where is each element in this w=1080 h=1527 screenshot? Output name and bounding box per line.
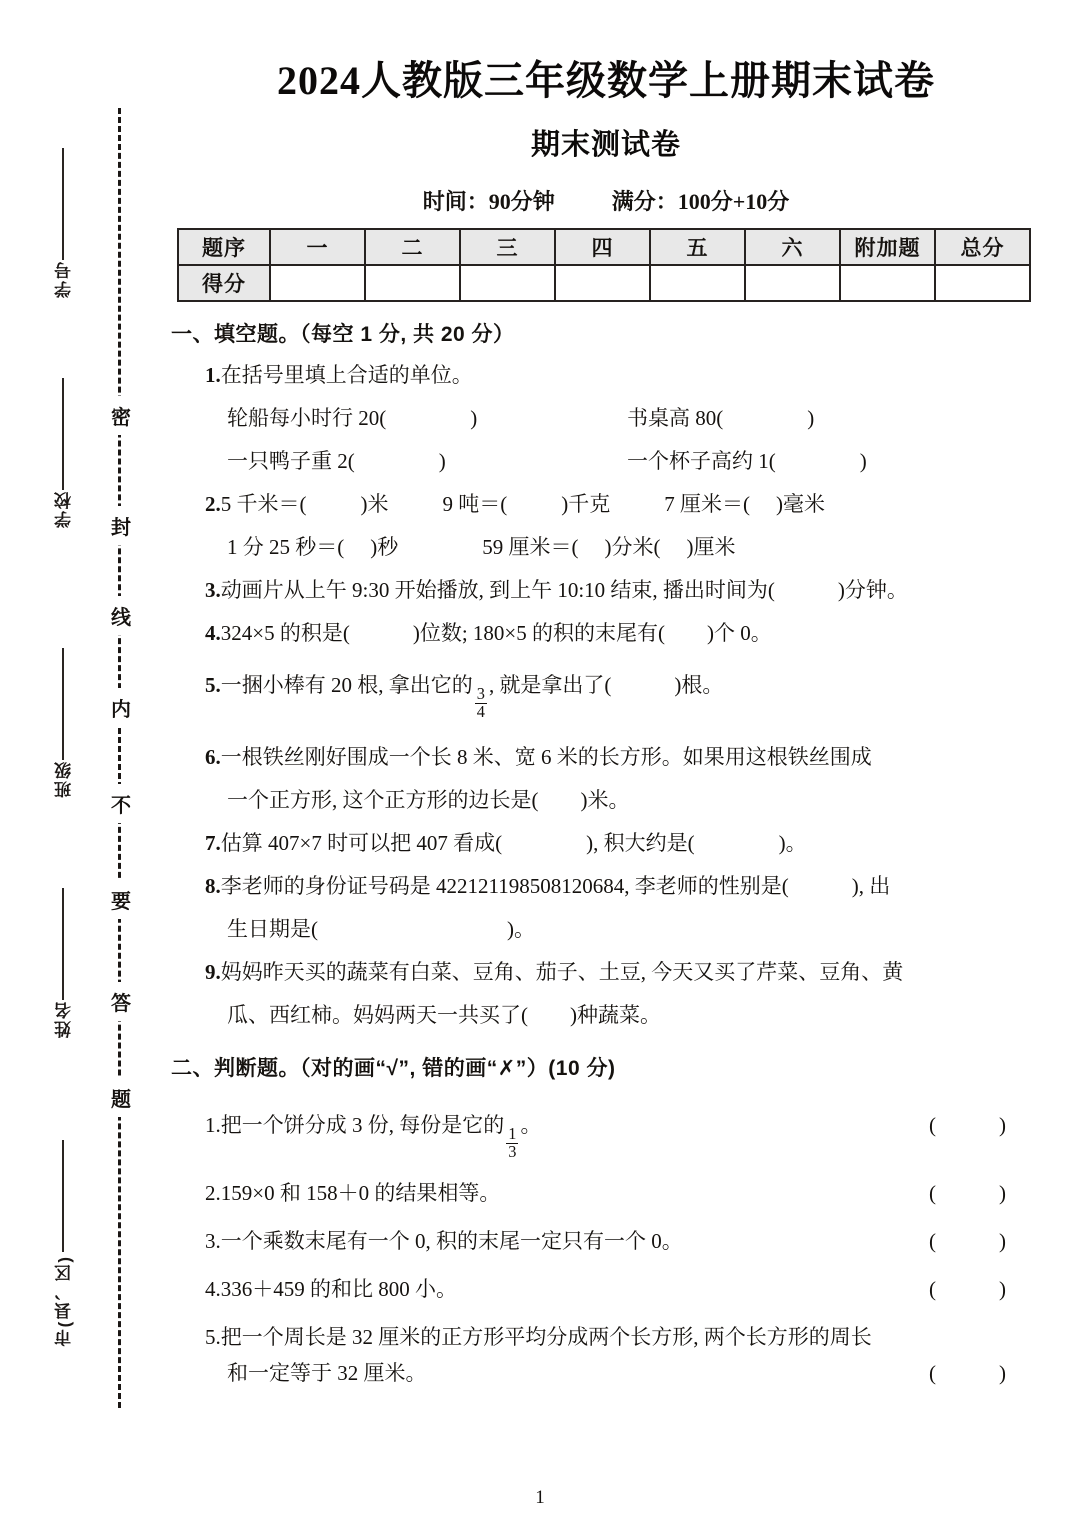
tf-question-2-body — [205, 1176, 929, 1210]
seal-dashed-line — [118, 108, 121, 1408]
tf-question-2-number: 2. — [205, 1181, 221, 1205]
tf-question-1-post: 。 — [520, 1113, 542, 1138]
tf-answer-box-2[interactable]: ( ) — [929, 1181, 1006, 1205]
seal-rule-3 — [62, 648, 64, 760]
tf-answer-box-4[interactable]: ( ) — [929, 1277, 1006, 1302]
question-2-number: 2. — [205, 492, 221, 517]
question-1-item-4-close: ) — [859, 449, 867, 474]
tf-question-1-fraction-denominator: 3 — [508, 1142, 517, 1162]
score-table — [177, 228, 1031, 302]
seal-rule-5 — [62, 1140, 64, 1252]
tf-answer-box-3[interactable]: ( ) — [929, 1229, 1006, 1254]
question-8-line-2 — [227, 912, 1041, 946]
seal-char-feng: 封 — [104, 506, 138, 545]
score-cell-3[interactable] — [460, 265, 555, 301]
question-1-item-3-close: ) — [438, 449, 446, 474]
seal-char-da: 答 — [104, 982, 138, 1021]
question-2-a-pre: 5 千米＝( — [220, 492, 307, 517]
question-1-item-1 — [227, 401, 627, 435]
tf-question-3-number: 3. — [205, 1229, 221, 1254]
seal-label-student-id: 学号 — [55, 260, 74, 298]
seal-char-bu: 不 — [104, 784, 138, 823]
question-1-number: 1. — [205, 363, 221, 387]
tf-question-5-text-line-1: 把一个周长是 32 厘米的正方形平均分成两个长方形, 两个长方形的周长 — [220, 1325, 872, 1350]
tf-question-1-body — [205, 1108, 929, 1162]
question-8-line-1 — [205, 869, 1041, 903]
tf-question-3-text: 一个乘数末尾有一个 0, 积的末尾一定只有一个 0。 — [220, 1229, 683, 1254]
question-5-post: , 就是拿出了( )根。 — [488, 673, 724, 698]
question-1-item-1-text: 轮船每小时行 20( — [227, 406, 387, 431]
section-2-heading: 二、判断题。（对的画“√”, 错的画“✗”）(10 分) — [171, 1057, 616, 1081]
score-col-total: 总分 — [935, 229, 1030, 265]
question-9-line-1 — [205, 955, 1041, 989]
tf-question-1 — [205, 1108, 1041, 1162]
score-col-5: 五 — [650, 229, 745, 265]
seal-char-xian: 线 — [104, 596, 138, 635]
tf-question-1-pre: 把一个饼分成 3 份, 每份是它的 — [220, 1113, 505, 1138]
section-1-heading: 一、填空题。（每空 1 分, 共 20 分） — [171, 323, 515, 346]
question-7-text: 估算 407×7 时可以把 407 看成( ), 积大约是( )。 — [220, 831, 807, 856]
question-7 — [205, 826, 1041, 860]
tf-question-5-line-1 — [205, 1320, 1041, 1354]
question-9-line-2 — [227, 998, 1041, 1032]
tf-answer-box-1[interactable]: ( ) — [929, 1113, 1006, 1138]
question-8-text-line-2: 生日期是( )。 — [227, 917, 535, 942]
question-4-number: 4. — [205, 621, 221, 646]
question-6-line-1 — [205, 740, 1041, 774]
tf-question-4-text: 336＋459 的和比 800 小。 — [220, 1277, 457, 1302]
question-3-text: 动画片从上午 9:30 开始播放, 到上午 10:10 结束, 播出时间为( )分钟。 — [220, 578, 908, 603]
seal-char-nei: 内 — [104, 688, 138, 727]
question-2-c-post: )毫米 — [776, 492, 825, 517]
tf-question-3-body — [205, 1224, 929, 1258]
question-1-item-2-text: 书桌高 80( — [627, 406, 724, 431]
score-cell-2[interactable] — [365, 265, 460, 301]
seal-rule-2 — [62, 378, 64, 490]
question-7-number: 7. — [205, 831, 221, 856]
tf-question-1-number: 1. — [205, 1113, 221, 1138]
question-2-d-pre: 1 分 25 秒＝( — [227, 535, 345, 560]
question-5-fraction-numerator: 3 — [476, 684, 485, 704]
question-2-c-pre: 7 厘米＝( — [664, 492, 750, 517]
score-cell-1[interactable] — [270, 265, 365, 301]
tf-question-3 — [205, 1224, 1041, 1258]
question-1-item-1-close: ) — [470, 406, 478, 431]
question-5-pre: 一捆小棒有 20 根, 拿出它的 — [220, 673, 473, 698]
question-5-number: 5. — [205, 673, 221, 698]
question-2-e-pre: 59 厘米＝( — [482, 535, 579, 560]
question-1-row-1 — [227, 401, 1041, 435]
question-6-text-line-1: 一根铁丝刚好围成一个长 8 米、宽 6 米的长方形。如果用这根铁丝围成 — [220, 745, 872, 769]
score-col-4: 四 — [555, 229, 650, 265]
question-2-b-pre: 9 吨＝( — [442, 492, 508, 517]
question-5-fraction-denominator: 4 — [476, 702, 485, 722]
seal-label-name: 姓名 — [55, 1000, 74, 1038]
question-2-line-2 — [227, 530, 1041, 564]
question-2-e-post: )厘米 — [686, 535, 736, 560]
score-cell-5[interactable] — [650, 265, 745, 301]
score-col-6: 六 — [745, 229, 840, 265]
question-9-number: 9. — [205, 960, 221, 985]
tf-question-5-number: 5. — [205, 1325, 221, 1350]
question-1-item-3 — [227, 444, 627, 478]
tf-question-2 — [205, 1176, 1041, 1210]
question-5-fraction — [475, 686, 487, 720]
question-1-row-2 — [227, 444, 1041, 478]
question-9-text-line-2: 瓜、西红柿。妈妈两天一共买了( )种蔬菜。 — [227, 1003, 661, 1028]
exam-time-label: 时间：90分钟 — [422, 189, 555, 214]
question-2-a-post: )米 — [360, 492, 389, 517]
question-1 — [205, 358, 1041, 392]
score-col-2: 二 — [365, 229, 460, 265]
seal-margin-strip — [0, 0, 160, 1527]
question-1-item-2 — [627, 401, 1027, 435]
tf-question-4-number: 4. — [205, 1277, 221, 1302]
question-2-b-post: )千克 — [561, 492, 611, 517]
question-2-d-post: )秒 — [370, 535, 399, 560]
question-1-stem: 在括号里填上合适的单位。 — [220, 363, 473, 387]
exam-meta-line — [171, 185, 1041, 216]
question-8-text-line-1: 李老师的身份证号码是 422121198508120684, 李老师的性别是( ), 出 — [220, 874, 891, 899]
tf-question-5-body-line-1 — [205, 1320, 929, 1354]
score-cell-bonus[interactable] — [840, 265, 935, 301]
score-cell-4[interactable] — [555, 265, 650, 301]
tf-question-2-text: 159×0 和 158＋0 的结果相等。 — [220, 1181, 501, 1205]
exam-total-score-label: 满分：100分+10分 — [611, 189, 790, 214]
score-cell-total[interactable] — [935, 265, 1030, 301]
question-3 — [205, 573, 1041, 607]
question-4-text: 324×5 的积是( )位数; 180×5 的积的末尾有( )个 0。 — [220, 621, 772, 646]
seal-label-school: 学校 — [55, 490, 74, 528]
seal-label-class: 班级 — [55, 760, 74, 798]
score-col-bonus: 附加题 — [840, 229, 935, 265]
tf-question-4-body — [205, 1272, 929, 1306]
seal-label-city-county: 市(县、区) — [55, 1255, 74, 1347]
tf-question-5-line-2 — [227, 1356, 1041, 1390]
score-col-1: 一 — [270, 229, 365, 265]
tf-question-1-fraction-numerator: 1 — [508, 1124, 517, 1144]
seal-char-mi: 密 — [104, 396, 138, 435]
tf-answer-box-5[interactable]: ( ) — [929, 1361, 1006, 1386]
score-table-row-label-order: 题序 — [178, 229, 270, 265]
seal-rule-1 — [62, 148, 64, 260]
page-title: 2024人教版三年级数学上册期末试卷 — [277, 58, 935, 103]
question-1-item-4 — [627, 444, 1027, 478]
question-9-text-line-1: 妈妈昨天买的蔬菜有白菜、豆角、茄子、土豆, 今天又买了芹菜、豆角、黄 — [220, 960, 904, 985]
question-5 — [205, 668, 1041, 722]
tf-question-4 — [205, 1272, 1041, 1306]
page-number: 1 — [535, 1487, 545, 1508]
tf-question-1-fraction — [506, 1126, 518, 1160]
question-3-number: 3. — [205, 578, 221, 603]
question-1-item-2-close: ) — [807, 406, 815, 431]
score-table-header-row — [178, 229, 1030, 265]
score-table-row-label-score: 得分 — [178, 265, 270, 301]
tf-question-5-text-line-2: 和一定等于 32 厘米。 — [227, 1361, 427, 1386]
question-2-line-1 — [205, 487, 1041, 521]
question-8-number: 8. — [205, 874, 221, 899]
score-cell-6[interactable] — [745, 265, 840, 301]
question-2-e-mid: )分米( — [604, 535, 661, 560]
question-6-number: 6. — [205, 745, 221, 769]
exam-paper-body — [163, 0, 1063, 1527]
question-1-item-4-text: 一个杯子高约 1( — [627, 449, 776, 474]
question-6-text-line-2: 一个正方形, 这个正方形的边长是( )米。 — [227, 788, 630, 813]
seal-char-yao: 要 — [104, 880, 138, 919]
question-6-line-2 — [227, 783, 1041, 817]
seal-char-ti: 题 — [104, 1078, 138, 1117]
question-4 — [205, 616, 1041, 650]
score-table-value-row — [178, 265, 1030, 301]
score-col-3: 三 — [460, 229, 555, 265]
seal-rule-4 — [62, 888, 64, 1000]
question-1-item-3-text: 一只鸭子重 2( — [227, 449, 355, 474]
paper-subtitle: 期末测试卷 — [530, 129, 681, 161]
